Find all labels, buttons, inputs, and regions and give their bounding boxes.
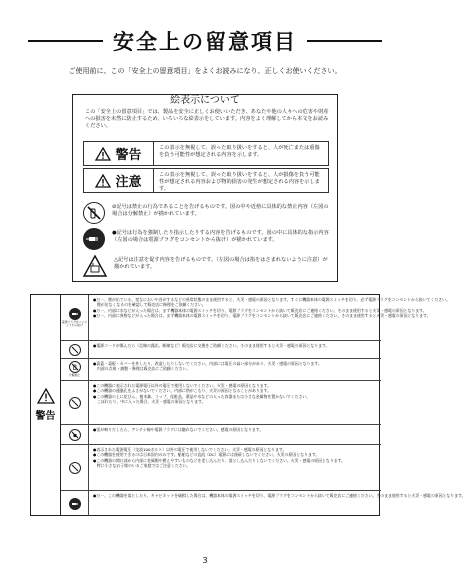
table-row-text (89, 425, 381, 444)
warning-label-cell (84, 142, 154, 165)
table-row-text (89, 491, 470, 516)
table-row (61, 491, 466, 516)
table-line: ●この機器の通風孔をふさがないでください。内部に熱がこもり、火災の原因となることがあります。 (93, 388, 272, 394)
table-row-text (89, 445, 381, 490)
do-not-touch-icon (69, 429, 81, 441)
table-row-text (89, 295, 454, 340)
prohibit-symbol-text: ⊘記号は禁止の行為であることを告げるものです。図の中や近傍に具体的な禁止内容（左図の場合は分解禁止）が描かれています。 (112, 204, 329, 218)
table-line: ●万一、煙が出ている、変なにおいや音がするなどの異常状態のまま使用すると、火災・感電の原因となります。すぐに機器本体の電源スイッチを切り、必ず電源プラグをコンセントから抜いてください。 (93, 297, 450, 302)
unplug-icon (69, 308, 81, 320)
warning-description: この表示を無視して、誤った取り扱いをすると、人が死亡または重傷を負う可能性が想定される内容を示します。 (159, 145, 320, 158)
table-line: 煙が出なくなるのを確認して販売店に修理をご依頼ください。 (93, 302, 206, 308)
caution-definition (83, 168, 329, 193)
prohibit-icon (69, 344, 81, 356)
finger-pinch-caution-icon (83, 255, 107, 277)
attention-symbol-row (83, 255, 329, 277)
prohibit-icon (69, 462, 81, 474)
warning-triangle-icon (95, 147, 111, 161)
table-row-icon-cell (61, 445, 89, 490)
table-row-icon-caption: 分解禁止 (68, 373, 81, 378)
caution-label-cell (84, 169, 154, 192)
table-row (61, 341, 381, 359)
table-line: ●この機器の上に花びん、植木鉢、コップ、化粧品、薬品や水などの入った容器または小さな金属物を置かないでください。 (93, 393, 311, 399)
page-title-row (28, 28, 382, 54)
table-row-text (89, 341, 381, 358)
table-row-icon-cell (61, 359, 89, 380)
unplug-icon (69, 498, 81, 510)
table-line: ●裏蓋・裏板・カバーを外したり、改造したりしないでください。内部には電圧の高い部分があり、火災・感電の原因となります。 (93, 361, 322, 366)
legend-heading: 絵表示について (164, 95, 246, 106)
table-line: 特に小さなお子様のいるご家庭ではご注意ください。 (93, 462, 191, 468)
legend-intro: この「安全上の留意項目」では、製品を安全に正しくお使いいただき、あなたや他の人々への危害や財産への損害を未然に防止するため、いろいろな絵表示をしています。内容をよく理解してから本文をお読みください。 (85, 109, 329, 130)
table-line: 内部の点検・調整・修理は販売店にご依頼ください。 (93, 366, 191, 372)
page-title: 安全上の留意項目 (113, 30, 297, 54)
disassembly-prohibited-icon (69, 361, 81, 373)
table-row-icon-caption: 電源プラグをコンセントから抜け (61, 319, 88, 327)
table-row-icon-cell (61, 295, 89, 340)
table-row (61, 359, 381, 381)
warning-table (30, 294, 466, 516)
attention-symbol-text: △記号は注意を促す内容を告げるものです。（左図の場合は指をはさまれないように注意）が描かれています。 (114, 257, 328, 271)
unplug-icon (83, 228, 105, 250)
caution-description: この表示を無視して、誤った取り扱いをすると、人が損傷を負う可能性が想定される内容および物的損害の発生が想定される内容を示します。 (159, 172, 320, 192)
page-subtitle: ご使用前に、この「安全上の留意項目」をよくお読みになり、正しくお使いください。 (68, 67, 342, 75)
table-row (61, 295, 450, 341)
table-keyword-cell (31, 295, 61, 515)
warning-triangle-icon (37, 388, 55, 404)
table-row-icon-cell (61, 425, 89, 444)
prohibit-disassembly-icon (83, 202, 105, 224)
table-keyword: 警告 (35, 411, 56, 422)
warning-definition (83, 141, 329, 166)
prohibit-symbol-row (83, 202, 329, 224)
table-line: ●この機器を使用できるのは日本国内のみです。船舶などの直流（DC）電源には接続しないでください。火災の原因となります。 (93, 452, 320, 458)
table-line: ●雷が鳴りだしたら、アンテナ線や電源プラグには触れないでください。感電の原因となります。 (93, 427, 264, 432)
table-row (61, 445, 381, 491)
legend-heading-wrap (73, 88, 337, 107)
table-line: ●万一、この機器を落としたり、キャビネットを破損した場合は、機器本体の電源スイッチを切り、電源プラグをコンセントから抜いて販売店にご連絡ください。そのまま使用すると火災・感電の原因となります。 (93, 493, 466, 498)
table-row-text (89, 359, 381, 380)
table-row (61, 425, 381, 445)
page-number: 3 (202, 556, 208, 565)
table-line: こぼれたり、中に入った場合、火災・感電の原因となります。 (93, 398, 206, 404)
table-line: ●この機器の開口部から内部に金属類や燃えやすいものなどを差し込んだり、落とし込んだりしないでください。火災・感電の原因となります。 (93, 457, 346, 463)
table-row-icon-cell (61, 341, 89, 358)
prohibit-icon (69, 397, 81, 409)
caution-triangle-icon (95, 174, 111, 188)
title-rule-right (307, 40, 382, 42)
table-line: ●万一、内部に異物などが入った場合は、まず機器本体の電源スイッチを切り、電源プラグをコンセントから抜いて販売店にご連絡ください。そのまま使用すると火災・感電の原因となります。 (93, 312, 431, 318)
symbol-legend-box (72, 94, 338, 282)
mandatory-symbol-text: ●記号は行為を強制したり指示したりする内容を告げるものです。図の中に具体的な指示内容（左図の場合は電源プラグをコンセントから抜け）が描かれています。 (112, 230, 329, 244)
table-line: ●この機器に表示された電源電圧以外の電圧で使用しないでください。火災・感電の原因となります。 (93, 383, 272, 388)
mandatory-symbol-row (83, 228, 329, 250)
table-row-icon-cell (61, 381, 89, 424)
title-rule-left (28, 40, 103, 42)
table-row-icon-cell (61, 491, 89, 516)
caution-word: 注意 (115, 175, 142, 190)
table-row-text (89, 381, 381, 424)
table-line: ●表示された電源電圧（交流100ボルト）以外の電圧で使用しないでください。火災・感電の原因となります。 (93, 447, 287, 452)
table-row (61, 381, 381, 425)
warning-word: 警告 (115, 148, 142, 163)
table-line: ●電源コードが傷んだら（芯線の露出、断線など）販売店に交換をご依頼ください。そのまま使用すると火災・感電の原因となります。 (93, 343, 330, 348)
table-line: ●万一、内部に水などが入った場合は、まず機器本体の電源スイッチを切り、電源プラグをコンセントから抜いて販売店にご連絡ください。そのまま使用すると火災・感電の原因となります。 (93, 307, 427, 313)
